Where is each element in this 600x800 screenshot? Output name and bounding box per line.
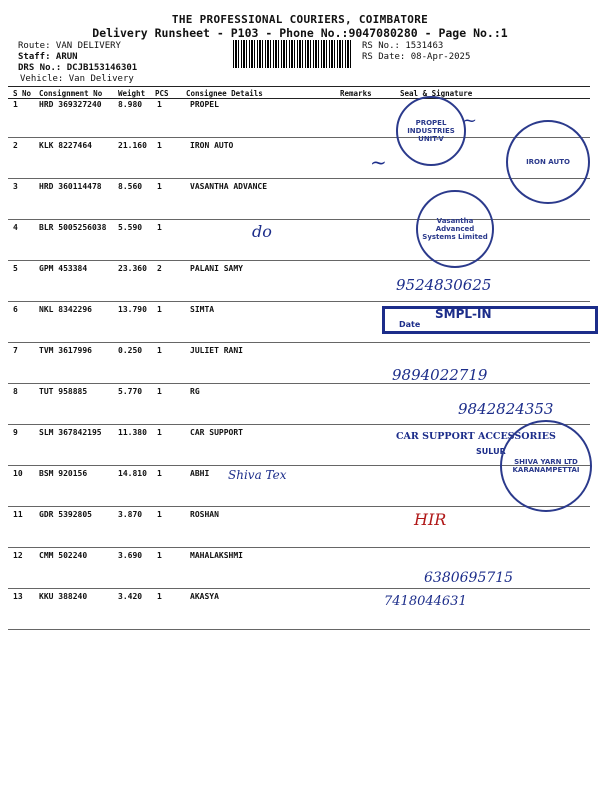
row-separator [8, 383, 590, 384]
rs-no: RS No.: 1531463 [362, 41, 444, 51]
row-separator [8, 342, 590, 343]
cell-weight: 3.420 [118, 592, 143, 601]
cell-pcs: 1 [157, 592, 162, 601]
cell-weight: 8.980 [118, 100, 143, 109]
col-consignee: Consignee Details [186, 89, 263, 98]
cell-consignee: CAR SUPPORT [190, 428, 243, 437]
row-separator [8, 137, 590, 138]
phone-row12: 6380695715 [424, 570, 514, 586]
cell-sno: 7 [13, 346, 18, 355]
cell-weight: 13.790 [118, 305, 147, 314]
cell-sno: 3 [13, 182, 18, 191]
cell-cno: SLM 367842195 [39, 428, 102, 437]
barcode-image [233, 40, 353, 68]
smpl-date: Date [399, 320, 421, 329]
cell-cno: TUT 958885 [39, 387, 88, 396]
cell-consignee: VASANTHA ADVANCE [190, 182, 268, 191]
cell-consignee: AKASYA [190, 592, 219, 601]
col-weight: Weight [118, 89, 146, 98]
cell-consignee: JULIET RANI [190, 346, 243, 355]
cell-pcs: 1 [157, 305, 162, 314]
cell-sno: 10 [13, 469, 23, 478]
drs-label: DRS No.: DCJB153146301 [18, 63, 138, 73]
cell-cno: GPM 453384 [39, 264, 88, 273]
cell-pcs: 1 [157, 346, 162, 355]
cell-consignee: PALANI SAMY [190, 264, 243, 273]
cell-sno: 11 [13, 510, 23, 519]
col-remarks: Remarks [340, 89, 372, 98]
cell-cno: HRD 360114478 [39, 182, 102, 191]
cell-consignee: PROPEL [190, 100, 219, 109]
cell-sno: 4 [13, 223, 18, 232]
vehicle-label: Vehicle: Van Delivery [20, 74, 134, 84]
route-label: Route: VAN DELIVERY [18, 41, 121, 51]
cell-cno: CMM 502240 [39, 551, 88, 560]
header-rule-top [8, 86, 590, 87]
cell-sno: 6 [13, 305, 18, 314]
cell-sno: 5 [13, 264, 18, 273]
col-pcs: PCS [155, 89, 169, 98]
cell-pcs: 1 [157, 428, 162, 437]
row-separator [8, 547, 590, 548]
cell-sno: 1 [13, 100, 18, 109]
cell-consignee: MAHALAKSHMI [190, 551, 243, 560]
cell-consignee: IRON AUTO [190, 141, 234, 150]
car-support-stamp: CAR SUPPORT ACCESSORIES [396, 431, 556, 442]
row-separator [8, 219, 590, 220]
cell-weight: 5.770 [118, 387, 143, 396]
cell-pcs: 1 [157, 387, 162, 396]
cell-weight: 8.560 [118, 182, 143, 191]
cell-pcs: 1 [157, 223, 162, 232]
cell-weight: 3.690 [118, 551, 143, 560]
cell-weight: 0.250 [118, 346, 143, 355]
ditto-mark: do [252, 222, 272, 241]
row-separator [8, 424, 590, 425]
signature-1: ~ [462, 110, 478, 131]
row-separator [8, 588, 590, 589]
phone-row13: 7418044631 [384, 594, 467, 609]
cell-sno: 13 [13, 592, 23, 601]
cell-pcs: 1 [157, 469, 162, 478]
col-consignment: Consignment No [39, 89, 103, 98]
staff-label: Staff: ARUN [18, 52, 78, 62]
cell-consignee: SIMTA [190, 305, 215, 314]
cell-weight: 21.160 [118, 141, 147, 150]
phone-row7: 9894022719 [392, 366, 488, 384]
row-separator [8, 260, 590, 261]
propel-stamp: PROPEL INDUSTRIES UNIT-V [396, 96, 466, 166]
cell-pcs: 1 [157, 510, 162, 519]
phone-row8: 9842824353 [458, 400, 554, 418]
cell-cno: BLR 5005256038 [39, 223, 107, 232]
cell-sno: 12 [13, 551, 23, 560]
cell-weight: 5.590 [118, 223, 143, 232]
row-separator [8, 506, 590, 507]
cell-weight: 11.380 [118, 428, 147, 437]
cell-cno: HRD 369327240 [39, 100, 102, 109]
vasantha-stamp: Vasantha Advanced Systems Limited [416, 190, 494, 268]
cell-cno: KKU 388240 [39, 592, 88, 601]
cell-pcs: 1 [157, 551, 162, 560]
iron-auto-stamp: IRON AUTO [506, 120, 590, 204]
company-title: THE PROFESSIONAL COURIERS, COIMBATORE [171, 13, 429, 26]
row-separator [8, 629, 590, 630]
cell-pcs: 1 [157, 182, 162, 191]
rs-date: RS Date: 08-Apr-2025 [362, 52, 471, 62]
smpl-stamp [382, 306, 598, 334]
phone-row5: 9524830625 [396, 276, 492, 294]
row-separator [8, 301, 590, 302]
cell-weight: 3.870 [118, 510, 143, 519]
cell-consignee: ROSHAN [190, 510, 219, 519]
header-rule-bottom [8, 98, 590, 99]
cell-cno: BSM 920156 [39, 469, 88, 478]
smpl-text: SMPL-IN [435, 307, 492, 321]
cell-cno: KLK 8227464 [39, 141, 92, 150]
col-sno: S No [13, 89, 32, 98]
shiva-yarn-stamp: SHIVA YARN LTD KARANAMPETTAI [500, 420, 592, 512]
col-seal: Seal & Signature [400, 89, 473, 98]
cell-weight: 23.360 [118, 264, 147, 273]
cell-sno: 9 [13, 428, 18, 437]
cell-pcs: 1 [157, 141, 162, 150]
cell-consignee: RG [190, 387, 200, 396]
cell-pcs: 1 [157, 100, 162, 109]
cell-cno: NKL 8342296 [39, 305, 92, 314]
hir-note: HIR [414, 510, 447, 529]
cell-cno: GDR 5392805 [39, 510, 92, 519]
signature-2: ~ [370, 150, 387, 174]
cell-sno: 2 [13, 141, 18, 150]
shiva-note: Shiva Tex [228, 468, 287, 482]
cell-consignee: ABHI [190, 469, 210, 478]
cell-weight: 14.810 [118, 469, 147, 478]
row-separator [8, 178, 590, 179]
sulur-text: SULUR [476, 447, 506, 456]
cell-sno: 8 [13, 387, 18, 396]
cell-cno: TVM 3617996 [39, 346, 92, 355]
cell-pcs: 2 [157, 264, 162, 273]
runsheet-subtitle: Delivery Runsheet - P103 - Phone No.:9047080280 - Page No.:1 [92, 26, 508, 40]
